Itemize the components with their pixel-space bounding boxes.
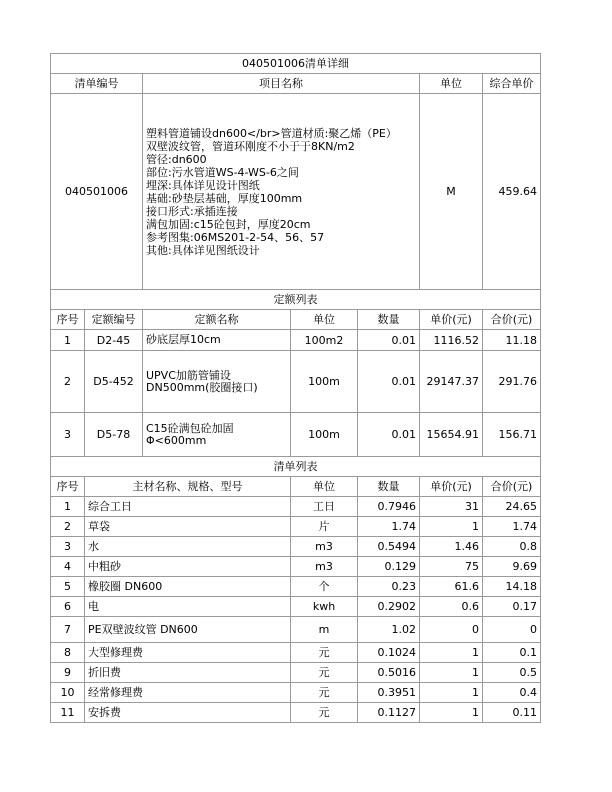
- material-price: 1: [420, 703, 483, 723]
- material-header-price: 单价(元): [420, 477, 483, 497]
- material-unit: m3: [291, 537, 358, 557]
- quota-section-title: 定额列表: [51, 290, 541, 310]
- material-total: 0.4: [483, 683, 541, 703]
- material-total: 0.5: [483, 663, 541, 683]
- item-code: 040501006: [51, 94, 143, 290]
- quota-name-line: Φ<600mm: [146, 433, 207, 447]
- material-price: 0: [420, 617, 483, 643]
- material-qty: 1.74: [358, 517, 420, 537]
- material-row: [51, 497, 541, 517]
- material-row: [51, 683, 541, 703]
- material-header-name: 主材名称、规格、型号: [85, 477, 291, 497]
- quota-total: 156.71: [483, 413, 541, 457]
- material-name: 折旧费: [85, 663, 291, 683]
- quota-price: 29147.37: [420, 351, 483, 413]
- material-total: 0.17: [483, 597, 541, 617]
- material-price: 31: [420, 497, 483, 517]
- material-qty: 0.3951: [358, 683, 420, 703]
- material-no: 5: [51, 577, 85, 597]
- material-row: [51, 537, 541, 557]
- quota-no: 3: [51, 413, 85, 457]
- material-header-qty: 数量: [358, 477, 420, 497]
- item-unit-price: 459.64: [483, 94, 541, 290]
- quota-header-name: 定额名称: [143, 310, 291, 330]
- material-qty: 0.1127: [358, 703, 420, 723]
- quota-price: 15654.91: [420, 413, 483, 457]
- quota-qty: 0.01: [358, 351, 420, 413]
- quota-name-line: UPVC加筋管铺设: [146, 368, 231, 382]
- material-unit: 元: [291, 703, 358, 723]
- material-unit: 元: [291, 683, 358, 703]
- material-price: 1: [420, 683, 483, 703]
- material-qty: 0.7946: [358, 497, 420, 517]
- material-unit: 元: [291, 643, 358, 663]
- material-unit: 片: [291, 517, 358, 537]
- header-code: 清单编号: [51, 74, 143, 94]
- quota-name: [143, 330, 291, 351]
- material-header-unit: 单位: [291, 477, 358, 497]
- quota-total: 11.18: [483, 330, 541, 351]
- description-line: 其他:具体详见图纸设计: [146, 243, 260, 257]
- main-header-row: [51, 74, 541, 94]
- material-name: 草袋: [85, 517, 291, 537]
- material-qty: 1.02: [358, 617, 420, 643]
- material-qty: 0.5494: [358, 537, 420, 557]
- description-line: 塑料管道铺设dn600</br>管道材质:聚乙烯（PE）: [146, 126, 397, 140]
- quota-row: [51, 413, 541, 457]
- material-no: 4: [51, 557, 85, 577]
- material-price: 1.46: [420, 537, 483, 557]
- table-title: 040501006清单详细: [51, 54, 541, 74]
- material-price: 1: [420, 663, 483, 683]
- material-unit: 工日: [291, 497, 358, 517]
- material-header-no: 序号: [51, 477, 85, 497]
- quota-header-row: [51, 310, 541, 330]
- material-name: 水: [85, 537, 291, 557]
- quota-unit: 100m: [291, 351, 358, 413]
- quota-name-line: C15砼满包砼加固: [146, 421, 234, 435]
- material-total: 0: [483, 617, 541, 643]
- quota-header-qty: 数量: [358, 310, 420, 330]
- material-rows: [51, 497, 541, 723]
- material-row: [51, 703, 541, 723]
- material-no: 9: [51, 663, 85, 683]
- material-total: 9.69: [483, 557, 541, 577]
- description-line: 参考图集:06MS201-2-54、56、57: [146, 230, 325, 244]
- material-unit: 元: [291, 663, 358, 683]
- material-price: 0.6: [420, 597, 483, 617]
- quota-header-no: 序号: [51, 310, 85, 330]
- material-row: [51, 663, 541, 683]
- material-name: 综合工日: [85, 497, 291, 517]
- bill-detail-table: [50, 53, 541, 723]
- material-total: 0.11: [483, 703, 541, 723]
- quota-qty: 0.01: [358, 413, 420, 457]
- quota-name-line: 砂底层厚10cm: [146, 333, 221, 346]
- material-qty: 0.5016: [358, 663, 420, 683]
- material-price: 61.6: [420, 577, 483, 597]
- material-row: [51, 557, 541, 577]
- description-line: 满包加固:c15砼包封，厚度20cm: [146, 217, 311, 231]
- material-price: 75: [420, 557, 483, 577]
- material-total: 1.74: [483, 517, 541, 537]
- description-line: 双壁波纹管，管道环刚度不小于于8KN/m2: [146, 139, 355, 153]
- quota-name: [143, 351, 291, 413]
- material-name: PE双壁波纹管 DN600: [85, 617, 291, 643]
- material-total: 24.65: [483, 497, 541, 517]
- material-no: 11: [51, 703, 85, 723]
- quota-code: D5-452: [85, 351, 143, 413]
- material-price: 1: [420, 517, 483, 537]
- quota-price: 1116.52: [420, 330, 483, 351]
- material-row: [51, 643, 541, 663]
- quota-header-code: 定额编号: [85, 310, 143, 330]
- quota-name-line: DN500mm(胶圈接口): [146, 380, 258, 394]
- material-name: 中粗砂: [85, 557, 291, 577]
- material-no: 10: [51, 683, 85, 703]
- header-unit: 单位: [420, 74, 483, 94]
- material-qty: 0.1024: [358, 643, 420, 663]
- quota-header-unit: 单位: [291, 310, 358, 330]
- material-unit: m3: [291, 557, 358, 577]
- quota-header-total: 合价(元): [483, 310, 541, 330]
- material-row: [51, 517, 541, 537]
- quota-code: D2-45: [85, 330, 143, 351]
- description-line: 基础:砂垫层基础，厚度100mm: [146, 191, 303, 205]
- material-name: 大型修理费: [85, 643, 291, 663]
- material-no: 7: [51, 617, 85, 643]
- main-item-row: [51, 94, 541, 290]
- material-qty: 0.23: [358, 577, 420, 597]
- description-line: 管径:dn600: [146, 152, 207, 166]
- material-header-row: [51, 477, 541, 497]
- material-unit: 个: [291, 577, 358, 597]
- material-row: [51, 617, 541, 643]
- material-section-title: 清单列表: [51, 457, 541, 477]
- material-name: 电: [85, 597, 291, 617]
- material-qty: 0.2902: [358, 597, 420, 617]
- description-line: 接口形式:承插连接: [146, 204, 238, 218]
- material-no: 3: [51, 537, 85, 557]
- quota-unit: 100m: [291, 413, 358, 457]
- material-total: 14.18: [483, 577, 541, 597]
- material-name: 橡胶圈 DN600: [85, 577, 291, 597]
- material-row: [51, 577, 541, 597]
- quota-total: 291.76: [483, 351, 541, 413]
- quota-qty: 0.01: [358, 330, 420, 351]
- item-unit: M: [420, 94, 483, 290]
- quota-row: [51, 351, 541, 413]
- material-no: 6: [51, 597, 85, 617]
- material-unit: kwh: [291, 597, 358, 617]
- item-description: [143, 94, 420, 290]
- header-project-name: 项目名称: [143, 74, 420, 94]
- header-unit-price: 综合单价: [483, 74, 541, 94]
- quota-unit: 100m2: [291, 330, 358, 351]
- quota-row: [51, 330, 541, 351]
- material-header-total: 合价(元): [483, 477, 541, 497]
- quota-name: [143, 413, 291, 457]
- quota-no: 2: [51, 351, 85, 413]
- material-qty: 0.129: [358, 557, 420, 577]
- material-price: 1: [420, 643, 483, 663]
- material-name: 经常修理费: [85, 683, 291, 703]
- material-no: 1: [51, 497, 85, 517]
- material-total: 0.8: [483, 537, 541, 557]
- material-no: 2: [51, 517, 85, 537]
- description-line: 部位:污水管道WS-4-WS-6之间: [146, 165, 299, 179]
- quota-header-price: 单价(元): [420, 310, 483, 330]
- material-unit: m: [291, 617, 358, 643]
- material-no: 8: [51, 643, 85, 663]
- description-line: 埋深:具体详见设计图纸: [146, 178, 260, 192]
- material-name: 安拆费: [85, 703, 291, 723]
- material-row: [51, 597, 541, 617]
- material-total: 0.1: [483, 643, 541, 663]
- quota-code: D5-78: [85, 413, 143, 457]
- quota-no: 1: [51, 330, 85, 351]
